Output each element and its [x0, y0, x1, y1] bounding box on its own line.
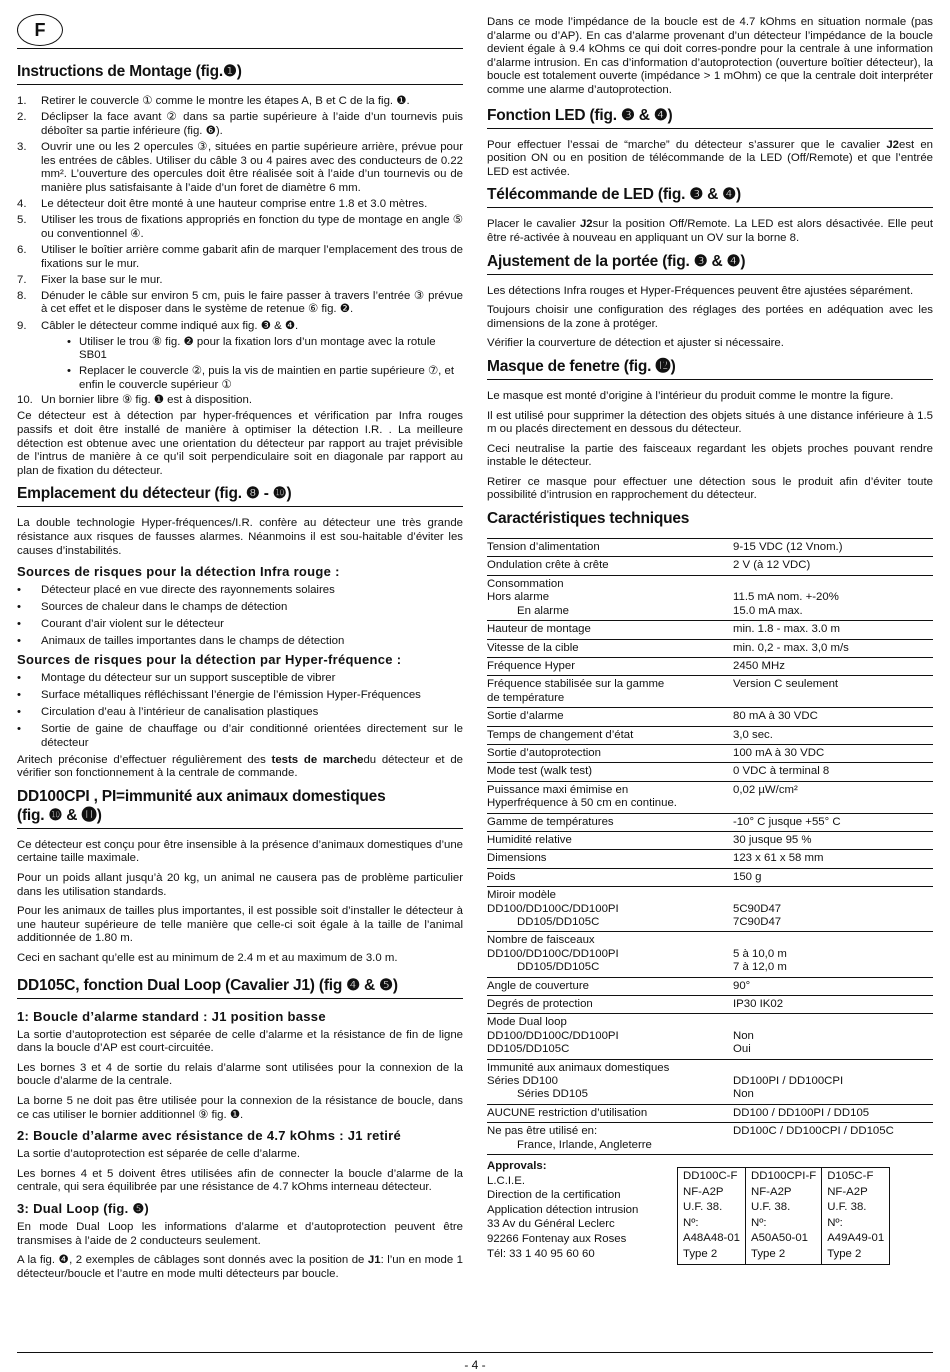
spec-row	[487, 657, 933, 675]
step-text: Retirer le couvercle ① comme le montre les étapes A, B et C de la fig. ❶.	[41, 95, 410, 107]
spec-label	[487, 539, 727, 557]
spec-label	[487, 977, 727, 995]
spec-value-line: 2450 MHz	[733, 659, 785, 672]
spec-value	[727, 676, 933, 708]
spec-label-line: AUCUNE restriction d’utilisation	[487, 1106, 648, 1119]
address-line: 33 Av du Général Leclerc	[487, 1218, 615, 1231]
spec-label	[487, 557, 727, 575]
spec-label-line: DD105/DD105C	[517, 916, 600, 928]
spec-label-line: Hors alarme	[487, 591, 550, 604]
paragraph: Pour les animaux de tailles plus importantes, il est possible soit d’installer le détecteur à une hauteur supérieure de telle manière que celle-ci soit égale à la taille de l’animal additionnée de 1.80 m.	[17, 905, 463, 945]
risk-item: • Surface métalliques réfléchissant l’énergie de l’émission Hyper-Fréquences	[17, 689, 463, 703]
cert-line: Nº:	[751, 1216, 767, 1229]
step-number: 6.	[17, 243, 27, 256]
spec-value-line: min. 1.8 - max. 3.0 m	[733, 623, 840, 636]
spec-value	[727, 1104, 933, 1122]
spec-value-line	[733, 1062, 933, 1075]
approvals-address	[487, 1159, 677, 1265]
spec-label-line: Gamme de températures	[487, 815, 614, 828]
montage-title: Instructions de Montage (fig.❶)	[17, 62, 463, 85]
spec-row	[487, 850, 933, 868]
paragraph: Il est utilisé pour supprimer la détection des objets situés à une distance inférieure à 1.5 m ou placés directement en dessous du détecteur.	[487, 409, 933, 436]
led-paragraph	[487, 139, 933, 180]
specs-table	[487, 538, 933, 1155]
montage-sub-items	[67, 336, 463, 392]
spec-row	[487, 996, 933, 1014]
spec-row	[487, 813, 933, 831]
spec-value	[727, 781, 933, 813]
step-text: Déclipser la face avant ② dans sa partie supérieure à l’aide d’un tournevis puis déboîter sa partie inférieure (fig. ❻).	[41, 111, 463, 137]
header-rule	[17, 48, 463, 49]
spec-value	[727, 977, 933, 995]
risk-item: • Circulation d’eau à l’intérieur de canalisation plastiques	[17, 706, 463, 720]
spec-value-line: 9-15 VDC (12 Vnom.)	[733, 541, 843, 554]
spec-value-line: 15.0 mA max.	[733, 604, 803, 617]
spec-label-line: DD105/DD105C	[517, 961, 600, 974]
spec-value-line: 150 g	[733, 870, 762, 883]
pets-title-fig: (fig. ❿ & ⓫)	[17, 806, 463, 829]
spec-value	[727, 657, 933, 675]
spec-label-line: DD100/DD100C/DD100PI	[487, 1029, 619, 1042]
remote-led-title: Télécommande de LED (fig. ❸ & ❹)	[487, 185, 933, 208]
spec-value-line: 80 mA à 30 VDC	[733, 710, 818, 723]
spec-value-line: 5C90D47	[733, 902, 782, 915]
mask-title: Masque de fenetre (fig. ⓬)	[487, 357, 933, 380]
risk-item: • Courant d’air violent sur le détecteur	[17, 618, 463, 632]
dual-loop-intro: Dans ce mode l’impédance de la boucle est de 4.7 kOhms en situation normale (pas d’alarme ou d’AP). En cas d’alarme provenant d’un détecteur l’impédance de la boucle devient égale à 9.4 kOhms ce qui doit corres-pondre pour la centrale à une information d’alarme intrusion. En cas d’information d’autoprotection (ouverture boîtier détecteur), la boucle est totalement ouverte (impédance > 1 mOhm) ce que la centrale doit interpréter comme une alarme d’autoprotection.	[487, 16, 933, 96]
spec-value-line: Version C seulement	[733, 678, 839, 691]
spec-label	[487, 831, 727, 849]
paragraph: Les bornes 3 et 4 de sortie du relais d’alarme sont utilisées pour la connexion de la boucle d’alarme de la centrale.	[17, 1061, 463, 1088]
step-number: 3.	[17, 140, 27, 153]
spec-label-line: Ne pas être utilisé en:	[487, 1125, 598, 1138]
cert-line: A48A48-01	[683, 1232, 740, 1245]
spec-value-line: 7 à 12,0 m	[733, 961, 787, 974]
paragraph: La borne 5 ne doit pas être utilisée pour la connexion de la résistance de boucle, dans ce cas utiliser le bornier additionnel ⑨ fig. ❶.	[17, 1094, 463, 1121]
step-number: 10.	[17, 394, 33, 407]
spec-value	[727, 868, 933, 886]
led-title: Fonction LED (fig. ❸ & ❹)	[487, 106, 933, 129]
spec-value	[727, 1014, 933, 1059]
cert-line: Type 2	[827, 1248, 862, 1261]
spec-value-line: Non	[733, 1088, 754, 1101]
spec-label	[487, 887, 727, 932]
step-item	[17, 214, 463, 241]
loop2-paragraphs	[17, 1148, 463, 1195]
spec-label	[487, 996, 727, 1014]
spec-row	[487, 1014, 933, 1059]
note-bold: tests de marche	[271, 753, 364, 766]
spec-row	[487, 621, 933, 639]
step-item	[17, 290, 463, 317]
spec-row	[487, 1059, 933, 1104]
spec-value	[727, 932, 933, 977]
spec-value	[727, 1059, 933, 1104]
spec-row	[487, 639, 933, 657]
spec-label	[487, 932, 727, 977]
step-text: Utiliser les trous de fixations appropriés en fonction du type de montage en angle ⑤ ou conventionnel ④.	[41, 214, 463, 240]
spec-value	[727, 1123, 933, 1155]
hf-risk-list	[17, 672, 463, 750]
step-item	[17, 198, 463, 212]
risk-item: • Détecteur placé en vue directe des rayonnements solaires	[17, 584, 463, 598]
spec-value	[727, 539, 933, 557]
approvals-section	[487, 1159, 933, 1265]
spec-value-line: DD100PI / DD100CPI	[733, 1075, 844, 1088]
spec-label-line: Consommation	[487, 577, 564, 590]
spec-label-line: Angle de couverture	[487, 979, 589, 992]
text: Placer le cavalier	[487, 218, 580, 231]
spec-value-line: 2 V (à 12 VDC)	[733, 559, 811, 572]
sub-item: • Replacer le couvercle ②, puis la vis de maintien en partie supérieure ⑦, et enfin le couvercle supérieur ①	[67, 365, 463, 392]
spec-row	[487, 831, 933, 849]
spec-label	[487, 850, 727, 868]
spec-value	[727, 850, 933, 868]
emplacement-paragraph: La double technologie Hyper-fréquences/I.R. confère au détecteur une très grande résistance aux risques de fausses alarmes. Néanmoins il est sou-haitable d’éviter les causes d’instabilités.	[17, 517, 463, 557]
spec-row	[487, 977, 933, 995]
range-title: Ajustement de la portée (fig. ❸ & ❹)	[487, 252, 933, 275]
spec-value	[727, 887, 933, 932]
pets-paragraphs	[17, 839, 463, 966]
step-item	[17, 111, 463, 138]
spec-value-line: 5 à 10,0 m	[733, 947, 787, 960]
spec-value-line: DD100C / DD100CPI / DD105C	[733, 1125, 894, 1138]
spec-row	[487, 1104, 933, 1122]
specs-title: Caractéristiques techniques	[487, 510, 690, 528]
paragraph: Retirer ce masque pour effectuer une détection sous le produit afin d’éviter toute possibilité d’intrusion en rapprochement du détecteur.	[487, 475, 933, 502]
spec-label-line: Dimensions	[487, 852, 547, 865]
step-number: 5.	[17, 214, 27, 227]
step-item	[17, 320, 463, 334]
cert-line: D105C-F	[827, 1170, 874, 1183]
spec-row	[487, 887, 933, 932]
text: A la fig. ❹, 2 exemples de câblages sont donnés avec la position de	[17, 1254, 368, 1267]
spec-label	[487, 575, 727, 620]
spec-label-line: Tension d’alimentation	[487, 541, 600, 554]
spec-label-line: Humidité relative	[487, 833, 572, 846]
spec-label	[487, 1104, 727, 1122]
bold-text: J1	[367, 1254, 381, 1267]
spec-value	[727, 996, 933, 1014]
step-number: 2.	[17, 111, 27, 124]
spec-value	[727, 575, 933, 620]
risk-item: • Animaux de tailles importantes dans le champs de détection	[17, 635, 463, 649]
dualloop-title: DD105C, fonction Dual Loop (Cavalier J1) (fig ❹ & ❺)	[17, 976, 463, 999]
spec-value-line: Non	[733, 1029, 754, 1042]
spec-label-line: DD105/DD105C	[487, 1043, 570, 1056]
spec-label	[487, 744, 727, 762]
spec-value-line: 30 jusque 95 %	[733, 833, 812, 846]
step-item	[17, 95, 463, 109]
loop1-paragraphs	[17, 1029, 463, 1123]
spec-label-line: Mode Dual loop	[487, 1016, 567, 1029]
note-text-end: du détecteur et de vérifier son fonctionnement à la centrale de commande.	[17, 753, 463, 780]
spec-value-line	[733, 889, 933, 902]
spec-label-line: Mode test (walk test)	[487, 765, 593, 778]
spec-row	[487, 575, 933, 620]
spec-label-line: Fréquence stabilisée sur la gamme	[487, 678, 665, 691]
montage-step-10	[17, 394, 463, 408]
step-text: Dénuder le câble sur environ 5 cm, puis le faire passer à travers l’entrée ③ prévue à cet effet et le disposer dans le système de retenue ⑥ fig. ❷.	[41, 289, 463, 316]
spec-value-line: 3,0 sec.	[733, 728, 773, 741]
spec-label-line: DD100/DD100C/DD100PI	[487, 902, 619, 915]
spec-row	[487, 557, 933, 575]
spec-value-line: Oui	[733, 1043, 751, 1056]
spec-row	[487, 676, 933, 708]
step-item	[17, 274, 463, 288]
spec-label-line: Sortie d’autoprotection	[487, 746, 601, 759]
step-text: Utiliser le boîtier arrière comme gabarit afin de marquer l’emplacement des trous de fixations sur le mur.	[41, 243, 463, 270]
paragraph: Ceci en sachant qu’elle est au minimum de 2.4 m et au maximum de 3.0 m.	[17, 951, 398, 964]
cert-line: Nº:	[683, 1216, 699, 1229]
spec-row	[487, 868, 933, 886]
spec-value-line: -10° C jusque +55° C	[733, 815, 841, 828]
text-end: est en position ON ou en position de télécommande de la LED (Off/Remote) et que l’entrée LED est activée.	[487, 138, 934, 178]
paragraph: Ce détecteur est conçu pour être insensible à la présence d’animaux domestiques d’une certaine taille maximale.	[17, 838, 463, 865]
spec-row	[487, 781, 933, 813]
spec-value-line: 0,02 µW/cm²	[733, 783, 798, 796]
text: Pour effectuer l’essai de “marche” du détecteur s’assurer que le cavalier	[487, 138, 887, 151]
range-paragraphs	[487, 285, 933, 351]
walk-test-note	[17, 754, 463, 781]
spec-value	[727, 639, 933, 657]
spec-label-line: DD100/DD100C/DD100PI	[487, 947, 619, 960]
spec-label-line: Degrés de protection	[487, 998, 593, 1011]
cert-line: NF-A2P	[827, 1185, 868, 1198]
spec-row	[487, 763, 933, 781]
spec-label-line: Immunité aux animaux domestiques	[487, 1061, 670, 1074]
spec-label-line: Hauteur de montage	[487, 623, 591, 636]
cert-line: U.F. 38.	[751, 1201, 791, 1214]
spec-label	[487, 621, 727, 639]
cert-row	[678, 1168, 890, 1265]
footer-rule	[17, 1352, 933, 1353]
ir-risk-title: Sources de risques pour la détection Infra rouge :	[17, 564, 340, 580]
spec-label-line: Hyperfréquence à 50 cm en continue.	[487, 797, 677, 810]
spec-value	[727, 813, 933, 831]
spec-label	[487, 813, 727, 831]
risk-item: • Montage du détecteur sur un support susceptible de vibrer	[17, 672, 463, 686]
step-text: Fixer la base sur le mur.	[41, 273, 163, 286]
step-number: 1.	[17, 95, 27, 107]
spec-value-line: 0 VDC à terminal 8	[733, 765, 830, 778]
spec-label-line: Séries DD100	[487, 1075, 558, 1088]
loop3-paragraph-2	[17, 1254, 463, 1281]
spec-label-line: Nombre de faisceaux	[487, 934, 595, 947]
step-number: 8.	[17, 289, 27, 302]
loop3-paragraph: En mode Dual Loop les informations d’alarme et d’autoprotection peuvent être transmises à l’aide de 2 conducteurs seulement.	[17, 1220, 463, 1247]
spec-label	[487, 868, 727, 886]
address-line: 92266 Fontenay aux Roses	[487, 1233, 627, 1246]
spec-label	[487, 1059, 727, 1104]
bold-text: J2	[886, 138, 899, 151]
cert-cell	[678, 1168, 746, 1265]
spec-value-line	[733, 934, 933, 947]
spec-value	[727, 744, 933, 762]
paragraph: Les détections Infra rouges et Hyper-Fréquences peuvent être ajustées séparément.	[487, 284, 914, 297]
risk-item: • Sources de chaleur dans le champs de détection	[17, 601, 463, 615]
step-text: Ouvrir une ou les 2 opercules ③, situées en partie supérieure arrière, prévue pour les entrées de câbles. Utiliser du câble 3 ou 4 paires avec des conducteurs de 0.22 mm². L’ouverture des opercules doit être réalisée soit à l’aide d’un tournevis ou de manière plus satisfaisante à l’aide d’un foret de diamètre 6 mm.	[41, 140, 463, 194]
paragraph: Ceci neutralise la partie des faisceaux regardant les objets proches pouvant rendre instable le détecteur.	[487, 442, 933, 469]
step-item	[17, 244, 463, 271]
certification-table	[677, 1167, 890, 1265]
address-line: Direction de la certification	[487, 1189, 621, 1202]
paragraph: Pour un poids allant jusqu’à 20 kg, un animal ne causera pas de problème particulier dans les utilisation standards.	[17, 872, 463, 898]
approvals-title: Approvals:	[487, 1160, 547, 1173]
spec-label-line: Vitesse de la cible	[487, 641, 579, 654]
step-text: Câbler le détecteur comme indiqué aux fig. ❸ & ❹.	[41, 319, 299, 332]
spec-row	[487, 932, 933, 977]
paragraph: Vérifier la courverture de détection et ajuster si nécessaire.	[487, 337, 784, 350]
cert-line: Type 2	[683, 1248, 718, 1261]
right-column	[487, 16, 933, 1265]
spec-label-line: Poids	[487, 870, 516, 883]
spec-value-line	[733, 1016, 933, 1029]
spec-label	[487, 1014, 727, 1059]
emplacement-title: Emplacement du détecteur (fig. ❽ - ❿)	[17, 484, 463, 507]
spec-label	[487, 1123, 727, 1155]
text-end: : l’un en mode 1 détecteur/boucle et l’autre en mode multi détecteurs par boucle.	[17, 1254, 463, 1280]
spec-value	[727, 708, 933, 726]
spec-label	[487, 639, 727, 657]
step-number: 7.	[17, 273, 27, 286]
spec-row	[487, 708, 933, 726]
ir-risk-list	[17, 584, 463, 649]
cert-cell	[822, 1168, 890, 1265]
language-badge: F	[17, 14, 63, 46]
spec-label-line: Fréquence Hyper	[487, 659, 576, 672]
cert-line: Nº:	[827, 1216, 843, 1229]
address-lines	[487, 1174, 677, 1262]
spec-label-line: Sortie d’alarme	[487, 710, 564, 723]
spec-label	[487, 708, 727, 726]
paragraph: Le masque est monté d’origine à l’intérieur du produit comme le montre la figure.	[487, 389, 894, 402]
cert-line: NF-A2P	[751, 1185, 792, 1198]
spec-label-line: France, Irlande, Angleterre	[517, 1138, 652, 1151]
address-line: Application détection intrusion	[487, 1203, 639, 1216]
spec-row	[487, 539, 933, 557]
spec-label-line: Séries DD105	[517, 1088, 588, 1101]
spec-value-line: min. 0,2 - max. 3,0 m/s	[733, 641, 849, 654]
cert-line: DD100C-F	[683, 1170, 738, 1183]
pets-title: DD100CPI , PI=immunité aux animaux domestiques	[17, 787, 386, 805]
mask-paragraphs	[487, 390, 933, 503]
step-text: Le détecteur doit être monté à une hauteur comprise entre 1.8 et 3.0 mètres.	[41, 197, 428, 210]
cert-line: A49A49-01	[827, 1232, 885, 1245]
spec-label-line: de température	[487, 691, 565, 704]
spec-value-line: IP30 IK02	[733, 998, 784, 1011]
spec-label	[487, 763, 727, 781]
spec-value	[727, 763, 933, 781]
cert-line: U.F. 38.	[827, 1201, 867, 1214]
spec-value	[727, 621, 933, 639]
bold-text: J2	[579, 218, 593, 231]
spec-row	[487, 1123, 933, 1155]
step-item	[17, 394, 463, 408]
spec-value-line: 7C90D47	[733, 916, 782, 928]
sub-item: • Utiliser le trou ⑧ fig. ❷ pour la fixation lors d’un montage avec la rotule SB01	[67, 336, 463, 363]
spec-value-line: 123 x 61 x 58 mm	[733, 852, 824, 865]
paragraph: La sortie d’autoprotection est séparée de celle d’alarme.	[17, 1148, 301, 1161]
spec-label-line: Miroir modèle	[487, 889, 556, 902]
step-number: 9.	[17, 319, 27, 332]
cert-cell	[746, 1168, 822, 1265]
spec-value-line: DD100 / DD100PI / DD105	[733, 1106, 870, 1119]
spec-label	[487, 676, 727, 708]
hf-risk-title: Sources de risques pour la détection par Hyper-fréquence :	[17, 652, 402, 668]
loop1-title: 1: Boucle d’alarme standard : J1 position basse	[17, 1008, 326, 1024]
spec-label	[487, 657, 727, 675]
risk-item: • Sortie de gaine de chauffage ou d’air conditionné orientées directement sur le détecteur	[17, 723, 463, 750]
page-number: - 4 -	[464, 1358, 486, 1372]
text-end: sur la position Off/Remote. La LED est alors désactivée. Elle peut être ré-activée à nouveau en appliquant un OV sur la borne 8.	[487, 218, 933, 244]
loop2-title: 2: Boucle d’alarme avec résistance de 4.7 kOhms : J1 retiré	[17, 1128, 402, 1144]
spec-label-line: Temps de changement d’état	[487, 728, 634, 741]
spec-value	[727, 726, 933, 744]
paragraph: Les bornes 4 et 5 doivent êtres utilisées afin de connecter la boucle d’alarme de la centrale, qui sera équilibrée par une résistance de 4.7 kOhms interneau détecteur.	[17, 1167, 463, 1194]
montage-steps	[17, 95, 463, 333]
spec-label-line: En alarme	[517, 604, 569, 617]
spec-label	[487, 726, 727, 744]
loop3-title: 3: Dual Loop (fig. ❺)	[17, 1200, 150, 1216]
remote-led-paragraph	[487, 218, 933, 245]
spec-value-line: 100 mA à 30 VDC	[733, 746, 825, 759]
note-text: Aritech préconise d’effectuer régulièrement des	[17, 753, 272, 766]
spec-label-line: Ondulation crête à crête	[487, 559, 609, 572]
spec-row	[487, 744, 933, 762]
spec-label	[487, 781, 727, 813]
cert-line: Type 2	[751, 1248, 786, 1261]
paragraph: Toujours choisir une configuration des réglages des portées en adéquation avec les dimensions de la zone à protéger.	[487, 304, 933, 330]
spec-value-line	[733, 578, 933, 591]
spec-value-line: 90°	[733, 979, 751, 992]
step-text: Un bornier libre ⑨ fig. ❶ est à disposition.	[41, 394, 252, 407]
step-item	[17, 141, 463, 195]
paragraph: La sortie d’autoprotection est séparée de celle d’alarme et la résistance de fin de ligne dans la boucle d’AP est court-circuitée.	[17, 1028, 463, 1055]
address-line: Tél: 33 1 40 95 60 60	[487, 1247, 595, 1260]
step-number: 4.	[17, 197, 27, 210]
spec-value	[727, 557, 933, 575]
address-line: L.C.I.E.	[487, 1174, 525, 1187]
spec-row	[487, 726, 933, 744]
left-column	[17, 62, 463, 1281]
cert-line: DD100CPI-F	[751, 1170, 817, 1183]
montage-paragraph: Ce détecteur est à détection par hyper-fréquences et vérification par Infra rouges passifs et doit être installé de manière à optimiser la détection I.R. . La meilleure détection est obtenue avec une orientation du détecteur par rapport au trajet prévisible de l’intrus de manière à ce qu’il soit perpendiculaire soit en diagonale par rapport au plan de fixation du détecteur.	[17, 410, 463, 477]
cert-line: NF-A2P	[683, 1185, 724, 1198]
spec-value	[727, 831, 933, 849]
spec-label-line: Puissance maxi émimise en	[487, 783, 629, 796]
spec-value-line: 11.5 mA nom. +-20%	[733, 591, 839, 604]
cert-line: U.F. 38.	[683, 1201, 723, 1214]
cert-line: A50A50-01	[751, 1232, 808, 1245]
